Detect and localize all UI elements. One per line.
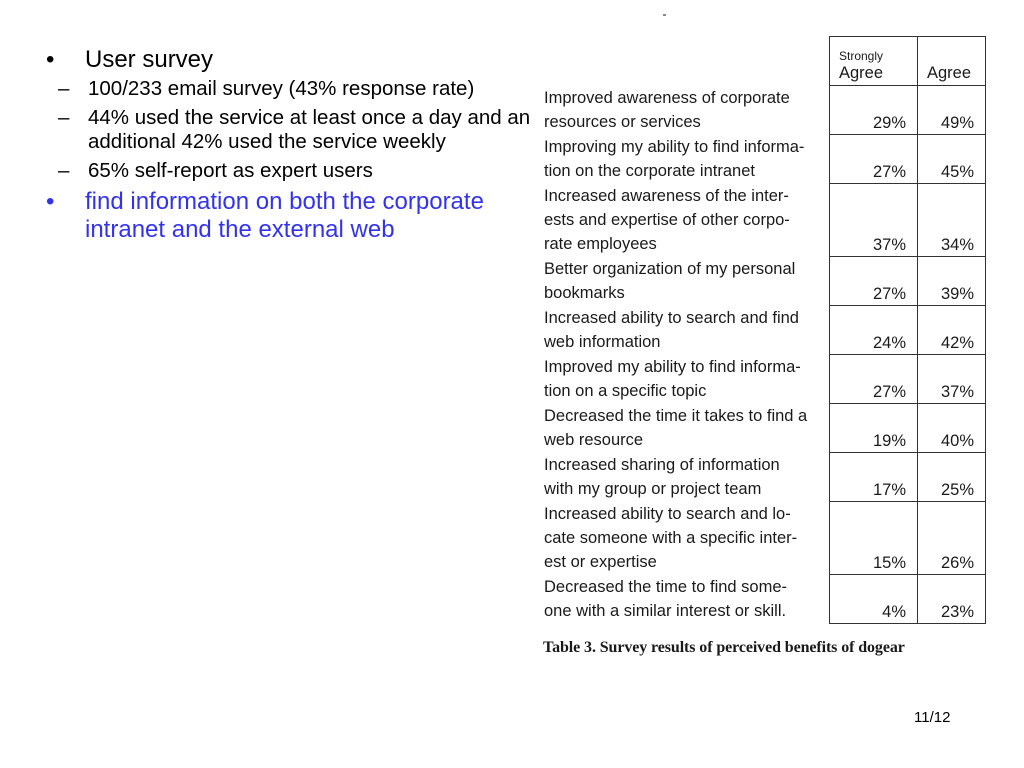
sub-bullet-item (56, 159, 536, 183)
sub-bullet-marker: – (58, 106, 70, 129)
benefit-label: Decreased the time to find some- one with a similar interest or skill. (544, 577, 788, 620)
strongly-agree-value: 24% (830, 306, 918, 355)
benefit-label: Increased awareness of the inter- ests and expertise of other corpo- rate employees (544, 186, 790, 253)
strongly-agree-value: 17% (830, 453, 918, 502)
table-row (544, 502, 986, 575)
strongly-agree-value: 19% (830, 404, 918, 453)
benefit-label: Improved awareness of corporate resources or services (544, 88, 790, 131)
agree-value: 45% (918, 135, 986, 184)
table-row (544, 575, 986, 624)
agree-value: 26% (918, 502, 986, 575)
agree-value: 42% (918, 306, 986, 355)
benefit-label: Increased ability to search and lo- cate someone with a specific inter- est or expertise (544, 504, 798, 571)
sub-bullet-marker: – (58, 159, 70, 182)
sub-bullet-list (46, 77, 536, 183)
strongly-agree-value: 37% (830, 184, 918, 257)
strongly-agree-value: 27% (830, 135, 918, 184)
benefit-label: Increased sharing of information with my group or project team (544, 455, 780, 498)
agree-value: 34% (918, 184, 986, 257)
scan-artifact (663, 14, 666, 16)
bullet-item (46, 46, 536, 74)
table-caption: Table 3. Survey results of perceived benefits of dogear (543, 639, 905, 656)
bullet-text: find information on both the corporate intranet and the external web (85, 188, 484, 243)
strongly-agree-value: 4% (830, 575, 918, 624)
table-row (544, 404, 986, 453)
bullet-text: User survey (85, 46, 214, 73)
sub-bullet-marker: – (58, 77, 70, 100)
strongly-agree-value: 15% (830, 502, 918, 575)
agree-value: 23% (918, 575, 986, 624)
strongly-agree-value: 27% (830, 355, 918, 404)
header-agree (918, 37, 986, 86)
header-strongly-agree-label: Agree (839, 64, 884, 82)
sub-bullet-text: 100/233 email survey (43% response rate) (88, 77, 475, 100)
sub-bullet-text: 65% self-report as expert users (88, 159, 373, 182)
benefit-label: Improving my ability to find informa- tion on the corporate intranet (544, 137, 805, 180)
strongly-agree-value: 29% (830, 86, 918, 135)
header-strongly-label: Strongly (839, 49, 884, 63)
header-blank-cell (544, 37, 830, 86)
table-row (544, 355, 986, 404)
agree-value: 39% (918, 257, 986, 306)
table-row (544, 257, 986, 306)
agree-value: 37% (918, 355, 986, 404)
table-row (544, 184, 986, 257)
bullet-list (46, 46, 536, 247)
page-number: 11/12 (914, 709, 951, 726)
benefit-label: Better organization of my personal bookmarks (544, 259, 796, 302)
agree-value: 40% (918, 404, 986, 453)
agree-value: 25% (918, 453, 986, 502)
survey-results-table (544, 36, 986, 624)
header-strongly-agree (830, 37, 918, 86)
benefit-label: Increased ability to search and find web information (544, 308, 799, 351)
header-agree-label: Agree (927, 64, 972, 82)
sub-bullet-item (56, 77, 536, 101)
table-row (544, 86, 986, 135)
table-row (544, 453, 986, 502)
bullet-marker: • (46, 46, 55, 73)
sub-bullet-text: 44% used the service at least once a day and an additional 42% used the service weekly (88, 106, 531, 153)
sub-bullet-item (56, 106, 536, 154)
agree-value: 49% (918, 86, 986, 135)
table-row (544, 306, 986, 355)
table-header-row (544, 37, 986, 86)
benefit-label: Decreased the time it takes to find a web resource (544, 406, 808, 449)
strongly-agree-value: 27% (830, 257, 918, 306)
bullet-marker: • (46, 188, 55, 215)
bullet-item-highlight (46, 188, 536, 244)
table-row (544, 135, 986, 184)
benefit-label: Improved my ability to find informa- tion on a specific topic (544, 357, 801, 400)
